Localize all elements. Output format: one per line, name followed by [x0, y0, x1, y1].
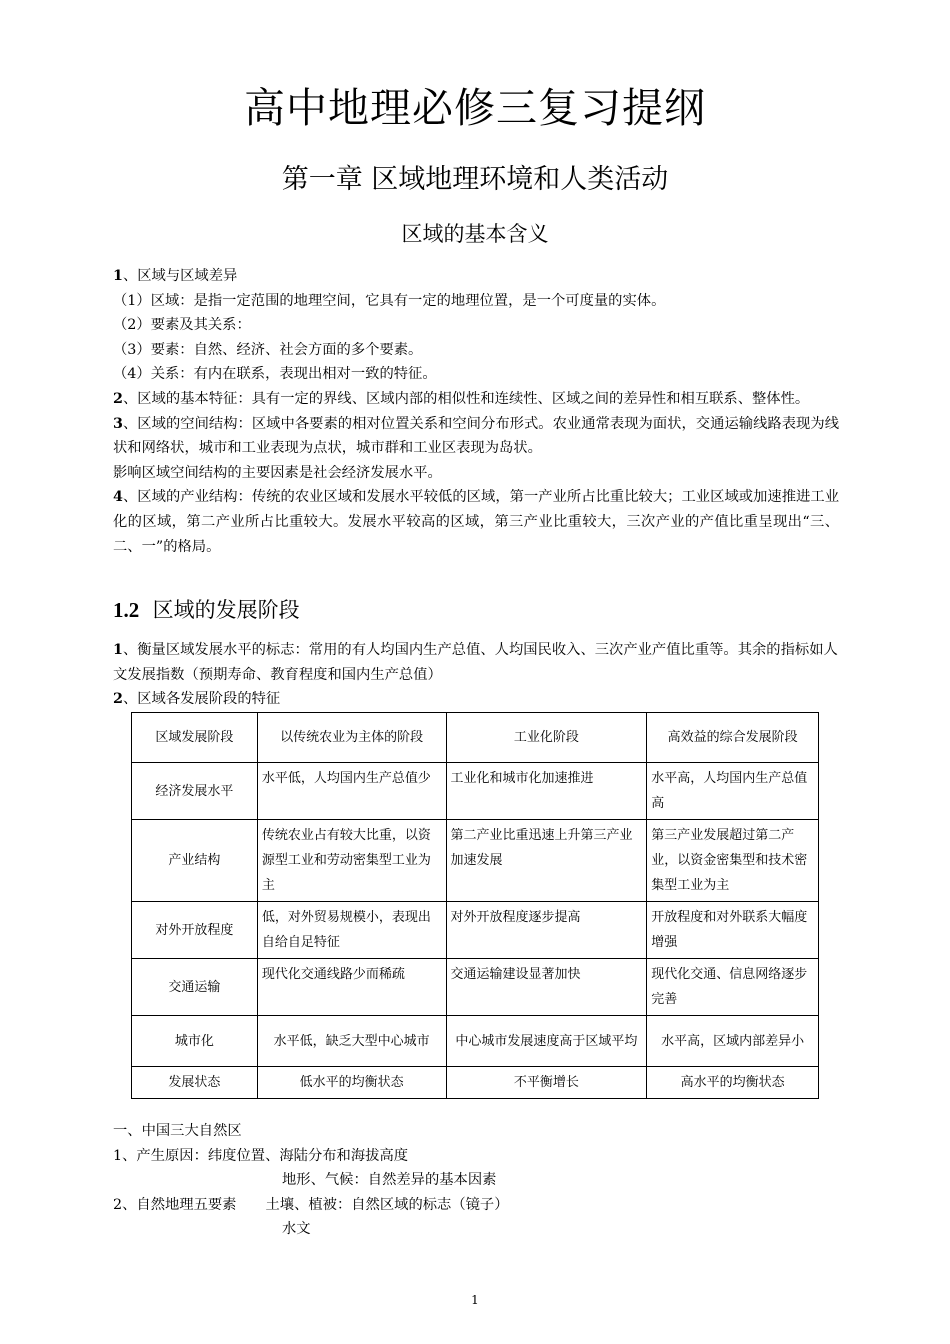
item-text: 、区域与区域差异 — [122, 268, 238, 284]
cause-line: 1、产生原因：纬度位置、海陆分布和海拔高度 — [113, 1147, 409, 1164]
item-2 — [113, 387, 839, 412]
element-text: 土壤、植被：自然区域的标志（镜子） — [265, 1196, 509, 1213]
header-cell: 工业化阶段 — [446, 713, 647, 763]
row-label: 经济发展水平 — [132, 763, 258, 820]
item-text: 、区域的产业结构：传统的农业区域和发展水平较低的区域，第一产业所占比重比较大；工业区域或加速推进工业化的区域，第二产业所占比重较大。发展水平较高的区域，第三产业比重较大，三次产业的产值比重呈现出“三、二、一”的格局。 — [113, 489, 839, 555]
table-cell: 交通运输建设显著加快 — [446, 959, 647, 1016]
table-row — [132, 1067, 819, 1099]
table-cell: 水平高，人均国内生产总值高 — [647, 763, 819, 820]
table-row — [132, 959, 819, 1016]
table-row — [132, 763, 819, 820]
table-cell: 开放程度和对外联系大幅度增强 — [647, 902, 819, 959]
table-cell: 工业化和城市化加速推进 — [446, 763, 647, 820]
table-cell: 低，对外贸易规模小，表现出自给自足特征 — [257, 902, 446, 959]
item-3 — [113, 412, 839, 461]
section-title: 区域的基本含义 — [401, 222, 549, 246]
table-cell: 水平低，人均国内生产总值少 — [257, 763, 446, 820]
natural-regions-section — [113, 1119, 853, 1242]
table-cell: 第三产业发展超过第二产业，以资金密集型和技术密集型工业为主 — [647, 820, 819, 902]
table-cell: 高水平的均衡状态 — [647, 1067, 819, 1099]
table-cell: 传统农业占有较大比重，以资源型工业和劳动密集型工业为主 — [257, 820, 446, 902]
table-cell: 现代化交通、信息网络逐步完善 — [647, 959, 819, 1016]
table-cell: 水平高，区域内部差异小 — [647, 1016, 819, 1067]
sub-item-4: （4）关系：有内在联系，表现出相对一致的特征。 — [113, 366, 437, 383]
row-label: 交通运输 — [132, 959, 258, 1016]
item-1 — [113, 264, 839, 289]
row-label: 产业结构 — [132, 820, 258, 902]
sub-item-1: （1）区域：是指一定范围的地理空间，它具有一定的地理位置，是一个可度量的实体。 — [113, 292, 666, 309]
document-title: 高中地理必修三复习提纲 — [244, 84, 706, 132]
table-row — [132, 902, 819, 959]
section-1-2-heading — [113, 594, 300, 626]
item-3-extra: 影响区域空间结构的主要因素是社会经济发展水平。 — [113, 464, 442, 481]
element-label-line — [113, 1193, 853, 1218]
section-number: 1.2 — [113, 598, 140, 622]
item-number: 1 — [113, 268, 123, 284]
item-text: 、区域各发展阶段的特征 — [122, 691, 281, 708]
item-number: 2 — [113, 390, 123, 407]
table-cell: 第二产业比重迅速上升第三产业加速发展 — [446, 820, 647, 902]
chapter-title: 第一章 区域地理环境和人类活动 — [281, 164, 669, 195]
table-cell: 中心城市发展速度高于区域平均 — [446, 1016, 647, 1067]
table-cell: 现代化交通线路少而稀疏 — [257, 959, 446, 1016]
section-1-2-body — [113, 638, 849, 712]
sub-item-3: （3）要素：自然、经济、社会方面的多个要素。 — [113, 341, 423, 358]
header-cell: 高效益的综合发展阶段 — [647, 713, 819, 763]
table-row — [132, 820, 819, 902]
item-number: 2 — [113, 691, 123, 708]
item-2 — [113, 687, 849, 712]
item-text: 、衡量区域发展水平的标志：常用的有人均国内生产总值、人均国民收入、三次产业产值比重等。其余的指标如人文发展指数（预期寿命、教育程度和国内生产总值） — [113, 642, 838, 683]
row-label: 对外开放程度 — [132, 902, 258, 959]
item-text: 、区域的空间结构：区域中各要素的相对位置关系和空间分布形式。农业通常表现为面状，交通运输线路表现为线状和网络状，城市和工业表现为点状，城市群和工业区表现为岛状。 — [113, 415, 839, 457]
row-label: 城市化 — [132, 1016, 258, 1067]
item-number: 3 — [113, 415, 123, 432]
sub-item-2: （2）要素及其关系： — [113, 317, 251, 334]
element-line: 水文 — [282, 1221, 311, 1238]
table-row — [132, 1016, 819, 1067]
header-cell: 以传统农业为主体的阶段 — [257, 713, 446, 763]
development-stages-table — [131, 712, 819, 1099]
part-heading: 一、中国三大自然区 — [113, 1123, 242, 1139]
element-label: 2、自然地理五要素 — [113, 1196, 237, 1213]
item-number: 4 — [113, 489, 123, 506]
item-4 — [113, 485, 839, 559]
table-cell: 水平低，缺乏大型中心城市 — [257, 1016, 446, 1067]
table-header-row — [132, 713, 819, 763]
item-1 — [113, 638, 849, 687]
row-label: 发展状态 — [132, 1067, 258, 1099]
header-cell: 区域发展阶段 — [132, 713, 258, 763]
element-line: 地形、气候：自然差异的基本因素 — [282, 1172, 497, 1189]
section-1-body — [113, 264, 839, 559]
page-number: 1 — [471, 1293, 479, 1307]
item-number: 1 — [113, 642, 123, 658]
table-cell: 低水平的均衡状态 — [257, 1067, 446, 1099]
table-cell: 对外开放程度逐步提高 — [446, 902, 647, 959]
table-cell: 不平衡增长 — [446, 1067, 647, 1099]
item-text: 、区域的基本特征：具有一定的界线、区域内部的相似性和连续性、区域之间的差异性和相互联系、整体性。 — [122, 390, 810, 407]
section-heading-text: 区域的发展阶段 — [152, 598, 300, 622]
